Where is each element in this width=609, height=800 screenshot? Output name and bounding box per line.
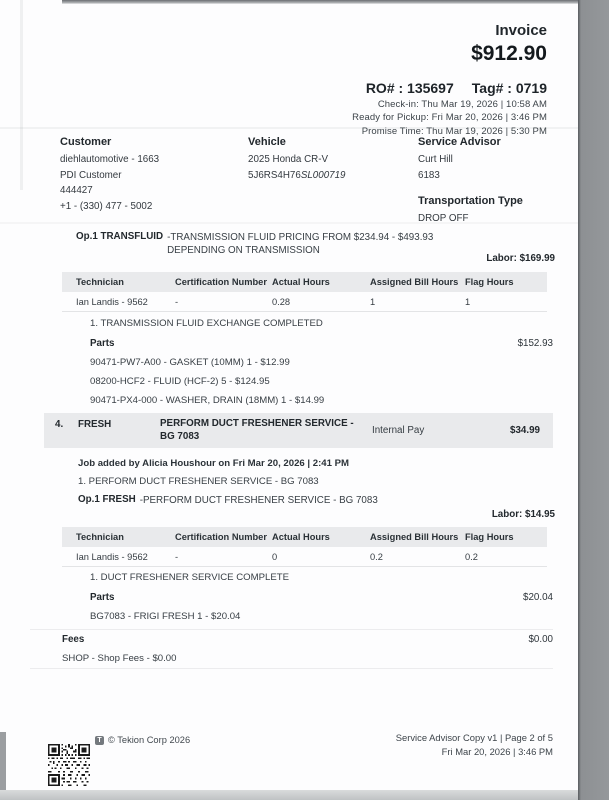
advisor-number: 6183 bbox=[418, 169, 440, 181]
invoice-total: $912.90 bbox=[471, 42, 547, 65]
advisor-name: Curt Hill bbox=[418, 154, 453, 165]
info-section bbox=[60, 136, 553, 228]
technician-cell: Ian Landis - 9562 bbox=[76, 551, 148, 562]
job4-request-line: 1. PERFORM DUCT FRESHENER SERVICE - BG 7083 bbox=[78, 476, 319, 487]
ready-for-pickup-time: Ready for Pickup: Fri Mar 20, 2026 | 3:46 PM bbox=[352, 112, 547, 123]
job1-op-desc: -TRANSMISSION FLUID PRICING FROM $234.94 - $493.93 DEPENDING ON TRANSMISSION bbox=[167, 232, 434, 257]
col-flag-hours: Flag Hours bbox=[465, 532, 514, 542]
table-row bbox=[62, 292, 547, 312]
col-certification: Certification Number bbox=[175, 532, 267, 542]
table-header-row bbox=[62, 272, 547, 292]
job4-op-line bbox=[78, 494, 539, 507]
tekion-logo-icon: T bbox=[95, 736, 104, 745]
fees-total: $0.00 bbox=[528, 634, 553, 645]
qr-code bbox=[48, 743, 90, 787]
col-technician: Technician bbox=[76, 532, 124, 542]
col-certification: Certification Number bbox=[175, 277, 267, 287]
actual-hours-cell: 0.28 bbox=[272, 296, 291, 307]
job1-op-label: Op.1 TRANSFLUID bbox=[76, 231, 164, 242]
job1-parts-header bbox=[90, 338, 553, 349]
actual-hours-cell: 0 bbox=[272, 551, 278, 562]
job4-number: 4. bbox=[55, 419, 64, 430]
job1-story: 1. TRANSMISSION FLUID EXCHANGE COMPLETED bbox=[90, 318, 323, 329]
divider bbox=[30, 668, 553, 669]
customer-number: 444427 bbox=[60, 185, 93, 196]
assigned-bill-hours-cell: 1 bbox=[370, 296, 376, 307]
assigned-bill-hours-cell: 0.2 bbox=[370, 551, 383, 562]
flag-hours-cell: 0.2 bbox=[465, 551, 478, 562]
promise-time: Promise Time: Thu Mar 19, 2026 | 5:30 PM bbox=[361, 125, 547, 137]
job4-code: FRESH bbox=[78, 419, 112, 430]
scan-streak bbox=[0, 127, 578, 129]
checkin-time: Check-in: Thu Mar 19, 2026 | 10:58 AM bbox=[377, 98, 547, 110]
tag-number: Tag# : 0719 bbox=[471, 80, 547, 96]
fee-line: SHOP - Shop Fees - $0.00 bbox=[62, 653, 177, 664]
col-actual-hours: Actual Hours bbox=[272, 532, 330, 542]
job4-technician-table bbox=[62, 527, 547, 567]
part-line: 08200-HCF2 - FLUID (HCF-2) 5 - $124.95 bbox=[90, 376, 270, 387]
job4-story: 1. DUCT FRESHENER SERVICE COMPLETE bbox=[90, 572, 290, 583]
part-line: 90471-PW7-A00 - GASKET (10MM) 1 - $12.99 bbox=[90, 357, 290, 368]
scanner-background-right bbox=[578, 0, 609, 800]
job1-parts-block bbox=[90, 318, 553, 414]
invoice-title: Invoice bbox=[495, 22, 547, 39]
table-row bbox=[62, 547, 547, 567]
col-flag-hours: Flag Hours bbox=[465, 277, 514, 287]
customer-block bbox=[60, 136, 248, 228]
job4-parts-block bbox=[90, 572, 553, 622]
scan-crease bbox=[20, 0, 23, 190]
advisor-label: Service Advisor bbox=[418, 136, 501, 148]
job1-technician-table bbox=[62, 272, 547, 312]
certification-cell: - bbox=[175, 296, 179, 307]
job4-op-label: Op.1 FRESH bbox=[78, 494, 136, 505]
job4-added-by: Job added by Alicia Houshour on Fri Mar 20, 2026 | 2:41 PM bbox=[78, 458, 350, 469]
scan-streak bbox=[0, 222, 578, 224]
parts-total: $152.93 bbox=[517, 338, 553, 349]
job1-labor-total: Labor: $169.99 bbox=[486, 253, 555, 264]
scanner-edge-top bbox=[62, 0, 578, 4]
print-timestamp: Fri Mar 20, 2026 | 3:46 PM bbox=[441, 745, 553, 757]
vehicle-model: 2025 Honda CR-V bbox=[248, 154, 329, 165]
customer-name: diehlautomotive - 1663 bbox=[60, 154, 160, 165]
vehicle-vin: 5J6RS4H76SL000719 bbox=[248, 169, 346, 181]
copyright-text: © Tekion Corp 2026 bbox=[108, 735, 191, 745]
fees-header bbox=[62, 634, 553, 645]
ro-tag-line bbox=[352, 80, 547, 96]
scanner-background-bottom bbox=[0, 790, 578, 800]
job1-op-line bbox=[76, 231, 539, 257]
job4-title: PERFORM DUCT FRESHENER SERVICE - BG 7083 bbox=[160, 417, 354, 442]
table-header-row bbox=[62, 527, 547, 547]
col-technician: Technician bbox=[76, 277, 124, 287]
vehicle-block bbox=[248, 136, 418, 228]
copy-version-page: Service Advisor Copy v1 | Page 2 of 5 bbox=[395, 732, 553, 743]
parts-label: Parts bbox=[90, 592, 115, 603]
part-line: 90471-PX4-000 - WASHER, DRAIN (18MM) 1 - $14.99 bbox=[90, 395, 325, 406]
fees-label: Fees bbox=[62, 634, 85, 645]
customer-phone: +1 - (330) 477 - 5002 bbox=[60, 200, 153, 212]
col-actual-hours: Actual Hours bbox=[272, 277, 330, 287]
job4-header-band bbox=[44, 413, 553, 448]
job4-parts-header bbox=[90, 592, 553, 603]
part-line: BG7083 - FRIGI FRESH 1 - $20.04 bbox=[90, 611, 241, 622]
flag-hours-cell: 1 bbox=[465, 296, 471, 307]
transport-type-label: Transportation Type bbox=[418, 194, 523, 207]
technician-cell: Ian Landis - 9562 bbox=[76, 296, 148, 307]
footer-copyright-block bbox=[95, 735, 190, 745]
invoice-header bbox=[352, 22, 547, 137]
job4-amount: $34.99 bbox=[510, 425, 540, 436]
ro-number: RO# : 135697 bbox=[365, 80, 454, 96]
footer-page-info bbox=[396, 732, 553, 759]
job4-labor-total: Labor: $14.95 bbox=[491, 509, 555, 520]
parts-total: $20.04 bbox=[523, 592, 553, 603]
transport-type-value: DROP OFF bbox=[418, 212, 469, 224]
divider bbox=[30, 629, 553, 630]
job4-op-desc: -PERFORM DUCT FRESHENER SERVICE - BG 7083 bbox=[139, 495, 378, 506]
parts-label: Parts bbox=[90, 338, 115, 349]
customer-label: Customer bbox=[60, 136, 112, 148]
scanner-edge-left bbox=[0, 732, 6, 790]
col-assigned-bill-hours: Assigned Bill Hours bbox=[370, 532, 459, 542]
job4-pay-type: Internal Pay bbox=[372, 425, 425, 436]
vehicle-label: Vehicle bbox=[248, 136, 286, 148]
customer-type: PDI Customer bbox=[60, 169, 122, 181]
col-assigned-bill-hours: Assigned Bill Hours bbox=[370, 277, 459, 287]
certification-cell: - bbox=[175, 551, 179, 562]
advisor-block bbox=[418, 136, 553, 228]
